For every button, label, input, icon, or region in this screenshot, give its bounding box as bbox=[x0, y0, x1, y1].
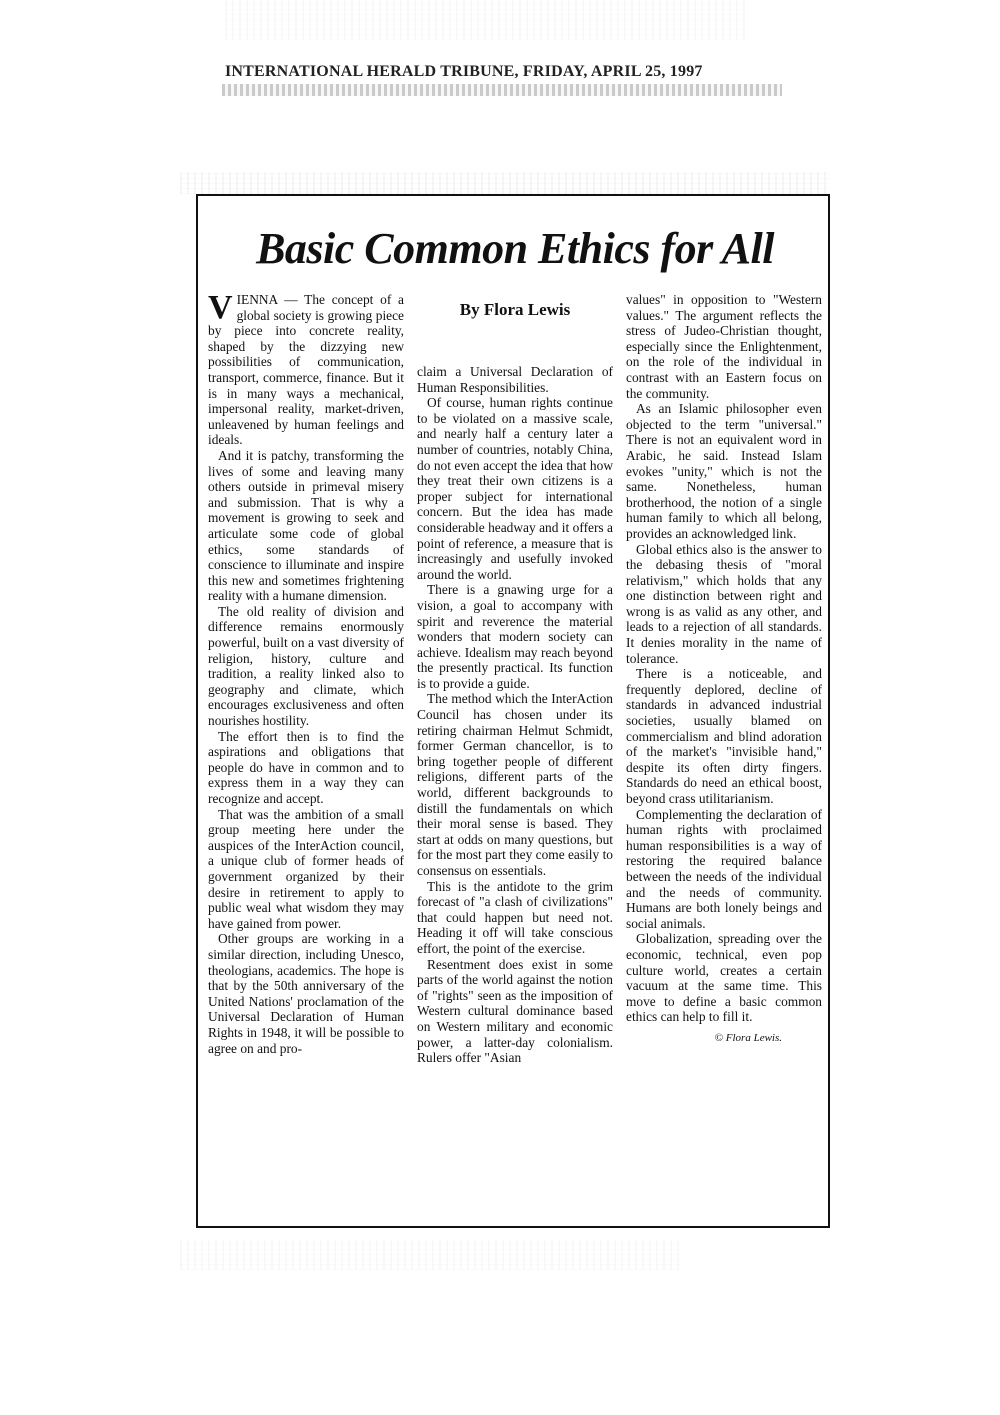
article-column-1 bbox=[208, 289, 404, 1056]
scan-noise-top bbox=[225, 0, 745, 40]
paragraph: Of course, human rights continue to be violated on a massive scale, and nearly half a century later a number of countries, notably China, do not even accept the idea that how they treat their own citizens is a proper subject for international concern. But the idea has made considerable headway and it offers a point of reference, a measure that is increasingly and usefully invoked around the world. bbox=[417, 395, 613, 582]
paragraph: The method which the InterAction Council has chosen under its retiring chairman Helmut Schmidt, former German chancellor, is to bring together people of different religions, different parts of the world, different backgrounds to distill the fundamentals on which their moral sense is based. They start at odds on many questions, but for the most part they come easily to consensus on essentials. bbox=[417, 691, 613, 878]
scan-noise-bottom bbox=[180, 1240, 680, 1270]
paragraph: Resentment does exist in some parts of the world against the notion of "rights" seen as the imposition of Western cultural dominance based on Western military and economic power, a latter-day colonialism. Rulers offer "Asian bbox=[417, 956, 613, 1066]
paragraph bbox=[208, 289, 404, 448]
copyright-credit: © Flora Lewis. bbox=[714, 1031, 782, 1044]
newspaper-masthead: INTERNATIONAL HERALD TRIBUNE, FRIDAY, APRIL 25, 1997 bbox=[225, 63, 703, 80]
byline: By Flora Lewis bbox=[459, 300, 571, 319]
drop-cap: V bbox=[208, 289, 233, 326]
paragraph: Global ethics also is the answer to the debasing thesis of "moral relativism," which holds that any one distinction between right and wrong is as valid as any other, and leads to a rejection of all standards. It denies morality in the name of tolerance. bbox=[626, 541, 822, 666]
paragraph: Globalization, spreading over the economic, technical, even pop culture world, creates a certain vacuum at the same time. This move to define a basic common ethics can help to fill it. bbox=[626, 931, 822, 1025]
paragraph: Complementing the declaration of human rights with proclaimed human responsibilities is a way of restoring the required balance between the needs of the individual and the needs of community. Humans are both lonely beings and social animals. bbox=[626, 806, 822, 931]
paragraph: As an Islamic philosopher even objected to the term "universal." There is not an equivalent word in Arabic, he said. Instead Islam evokes "unity," which is not the same. Nonetheless, human brotherhood, the notion of a single human family to which all belong, provides an acknowledged link. bbox=[626, 401, 822, 541]
paragraph: That was the ambition of a small group meeting here under the auspices of the InterAction council, a unique club of former heads of government organized by their desire in retirement to apply to public weal what wisdom they may have gained from power. bbox=[208, 806, 404, 931]
paragraph: There is a noticeable, and frequently deplored, decline of standards in advanced industrial societies, usually blamed on commercialism and blind adoration of the market's "invisible hand," despite its often dirty fingers. Standards do need an ethical boost, beyond crass utilitarianism. bbox=[626, 666, 822, 806]
article-box bbox=[196, 194, 830, 1228]
masthead-rule bbox=[222, 84, 782, 96]
article-column-3 bbox=[626, 292, 822, 1047]
paragraph: And it is patchy, transforming the lives of some and leaving many others outside in primeval misery and submission. That is why a movement is growing to seek and articulate some code of global ethics, some standards of conscience to illuminate and inspire this new and sometimes frightening reality with a humane dimension. bbox=[208, 447, 404, 604]
article-headline: Basic Common Ethics for All bbox=[256, 224, 774, 273]
paragraph: Other groups are working in a similar direction, including Unesco, theologians, academics. The hope is that by the 50th anniversary of the United Nations' proclamation of the Universal Declaration of Human Rights in 1948, it will be possible to agree on and pro- bbox=[208, 931, 404, 1056]
paragraph: This is the antidote to the grim forecast of "a clash of civilizations" that could happen but need not. Heading it off will take conscious effort, the point of the exercise. bbox=[417, 878, 613, 956]
paragraph: The old reality of division and difference remains enormously powerful, built on a vast diversity of religion, history, culture and tradition, a reality linked also to geography and climate, which encourages exclusiveness and often nourishes hostility. bbox=[208, 603, 404, 729]
paragraph: claim a Universal Declaration of Human Responsibilities. bbox=[417, 364, 613, 395]
article-column-2 bbox=[417, 292, 613, 1066]
paragraph: There is a gnawing urge for a vision, a goal to accompany with spirit and reverence the material wonders that modern society can achieve. Idealism may reach beyond the presently practical. Its function is to provide a guide. bbox=[417, 582, 613, 691]
paragraph: values" in opposition to "Western values." The argument reflects the stress of Judeo-Christian thought, especially since the Enlightenment, on the role of the individual in contrast with an Eastern focus on the community. bbox=[626, 292, 822, 401]
paragraph: The effort then is to find the aspirations and obligations that people do have in common and to express them in a way they can recognize and accept. bbox=[208, 728, 404, 806]
paragraph-text: IENNA — The concept of a global society is growing piece by piece into concrete reality, shaped by the dizzying new possibilities of communication, transport, commerce, finance. But it is in many ways a mechanical, impersonal reality, market-driven, unleavened by human feelings and ideals. bbox=[208, 292, 404, 448]
scan-noise-article-top bbox=[180, 172, 830, 194]
